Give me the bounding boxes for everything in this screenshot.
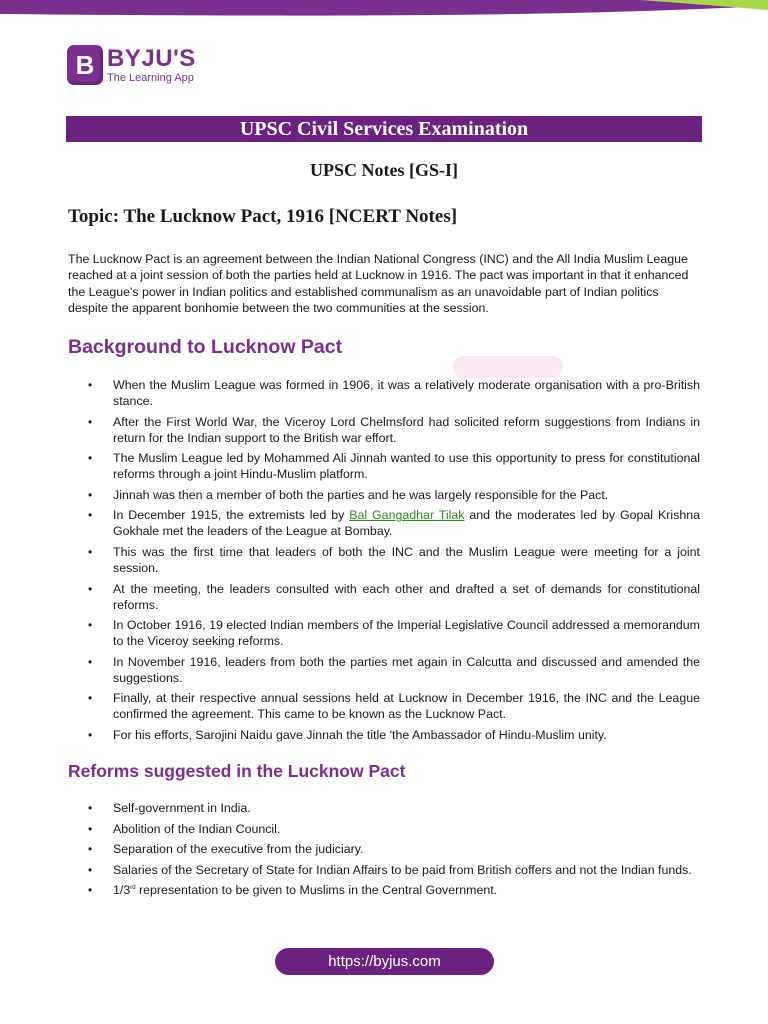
list-item: • Jinnah was then a member of both the parties and he was largely responsible for the Pact. bbox=[88, 487, 700, 503]
list-item bbox=[88, 882, 700, 898]
list-item: • Finally, at their respective annual sessions held at Lucknow in December 1916, the INC and the League confirmed the agreement. This came to be known as the Lucknow Pact. bbox=[88, 690, 700, 722]
topic-heading: Topic: The Lucknow Pact, 1916 [NCERT Notes] bbox=[68, 206, 458, 227]
list-item: • Salaries of the Secretary of State for Indian Affairs to be paid from British coffers and not the Indian funds. bbox=[88, 862, 700, 878]
footer-url-link[interactable]: https://byjus.com bbox=[275, 948, 494, 975]
reforms-heading: Reforms suggested in the Lucknow Pact bbox=[68, 761, 406, 781]
list-item-text: 1/3 bbox=[113, 883, 131, 898]
list-item-text: and the moderates led by Gopal Krishna Gokhale met the leaders of the League at Bombay. bbox=[113, 508, 700, 539]
list-item-text: representation to be given to Muslims in the Central Government. bbox=[135, 883, 498, 898]
list-item: • In October 1916, 19 elected Indian members of the Imperial Legislative Council addressed a memorandum to the Viceroy seeking reforms. bbox=[88, 617, 700, 649]
tilak-link[interactable]: Bal Gangadhar Tilak bbox=[349, 508, 465, 523]
list-item bbox=[88, 507, 700, 539]
intro-paragraph: The Lucknow Pact is an agreement between the Indian National Congress (INC) and the All India Muslim League reached at a joint session of both the parties held at Lucknow in 1916. The pact was important in that it enhanced the League's power in Indian politics and established communalism as an unavoidable part of Indian politics despite the apparent bonhomie between the two communities at the session. bbox=[68, 252, 689, 316]
list-item: • In November 1916, leaders from both the parties met again in Calcutta and discussed and amended the suggestions. bbox=[88, 654, 700, 686]
list-item: • Abolition of the Indian Council. bbox=[88, 821, 700, 837]
list-item: • For his efforts, Sarojini Naidu gave Jinnah the title 'the Ambassador of Hindu-Muslim unity. bbox=[88, 727, 700, 743]
logo-text bbox=[107, 44, 196, 84]
list-item: • This was the first time that leaders of both the INC and the Muslim League were meeting for a joint session. bbox=[88, 544, 700, 576]
list-item: • When the Muslim League was formed in 1906, it was a relatively moderate organisation with a pro-British stance. bbox=[88, 377, 700, 409]
background-heading: Background to Lucknow Pact bbox=[68, 336, 343, 358]
logo-name: BYJU'S bbox=[107, 44, 196, 72]
list-item: • At the meeting, the leaders consulted with each other and drafted a set of demands for constitutional reforms. bbox=[88, 581, 700, 613]
list-item-text: In December 1915, the extremists led by bbox=[113, 508, 350, 523]
top-decorative-bar bbox=[0, 0, 768, 20]
background-list bbox=[88, 377, 700, 748]
logo-tagline: The Learning App bbox=[107, 71, 194, 84]
superscript: rd bbox=[130, 885, 136, 892]
byjus-logo[interactable] bbox=[67, 44, 196, 86]
top-bar-graphic bbox=[0, 0, 768, 20]
list-item: • The Muslim League led by Mohammed Ali Jinnah wanted to use this opportunity to press for constitutional reforms through a joint Hindu-Muslim platform. bbox=[88, 450, 700, 482]
watermark bbox=[453, 356, 563, 378]
reforms-list bbox=[88, 800, 700, 903]
list-item: • After the First World War, the Viceroy Lord Chelmsford had solicited reform suggestions from Indians in return for the Indian support to the British war effort. bbox=[88, 414, 700, 446]
notes-subtitle: UPSC Notes [GS-I] bbox=[310, 160, 458, 180]
list-item: • Self-government in India. bbox=[88, 800, 700, 816]
logo-mark: B bbox=[67, 45, 103, 85]
exam-banner: UPSC Civil Services Examination bbox=[66, 116, 702, 142]
list-item: • Separation of the executive from the judiciary. bbox=[88, 841, 700, 857]
